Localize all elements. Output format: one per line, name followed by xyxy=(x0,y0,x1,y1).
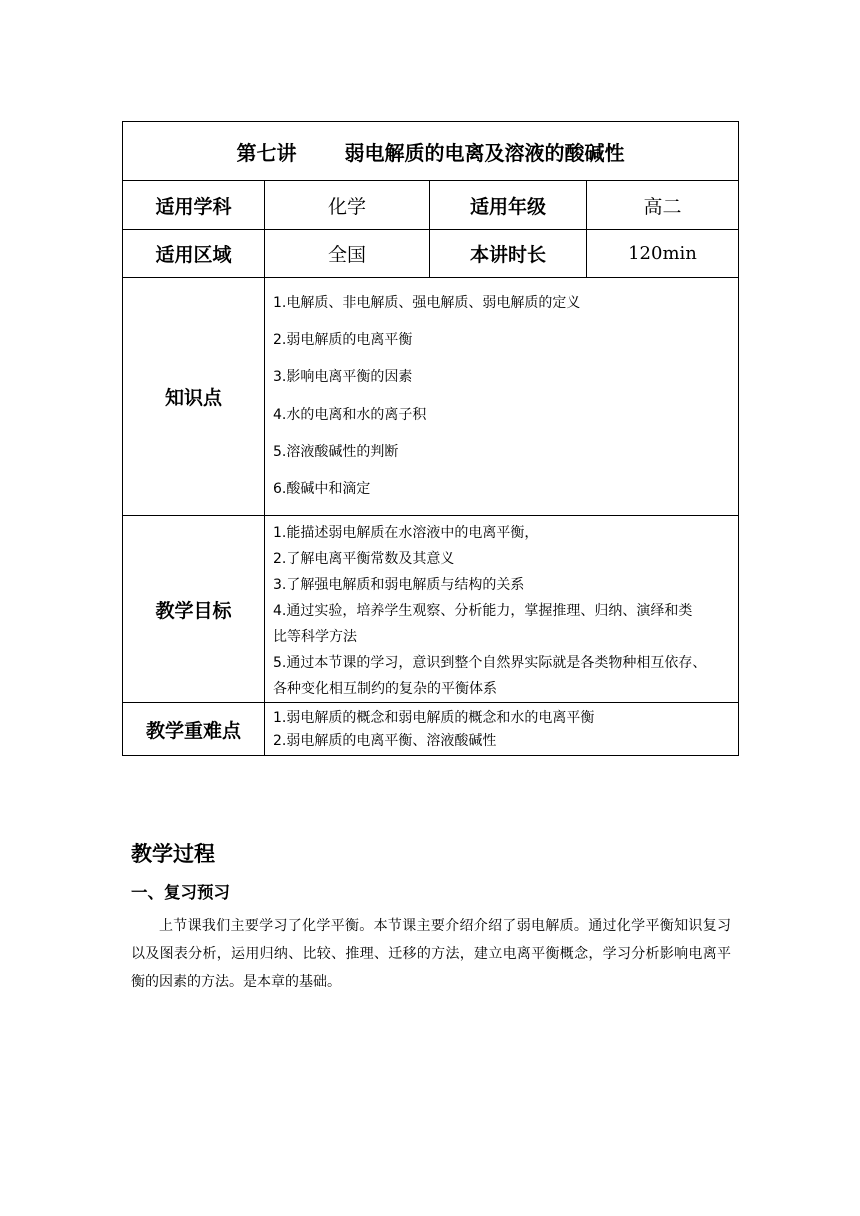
region-label: 适用区域 xyxy=(123,230,265,278)
lesson-title-cell xyxy=(123,122,739,181)
duration-value: 120min xyxy=(587,230,739,278)
region-value: 全国 xyxy=(265,230,430,278)
knowledge-item: 5.溶液酸碱性的判断 xyxy=(273,443,399,460)
process-title: 教学过程 xyxy=(131,842,215,866)
subject-value: 化学 xyxy=(265,181,430,230)
knowledge-cell xyxy=(265,278,739,516)
duration-label: 本讲时长 xyxy=(430,230,587,278)
grade-label: 适用年级 xyxy=(430,181,587,230)
goal-line: 比等科学方法 xyxy=(273,629,357,646)
difficulties-text xyxy=(265,703,738,755)
grade-value: 高二 xyxy=(587,181,739,230)
goal-line: 5.通过本节课的学习，意识到整个自然界实际就是各类物种相互依存、 xyxy=(273,655,707,672)
lesson-title: 弱电解质的电离及溶液的酸碱性 xyxy=(344,140,625,165)
goals-text xyxy=(265,516,738,702)
knowledge-item: 4.水的电离和水的离子积 xyxy=(273,406,427,423)
goal-line: 3.了解强电解质和弱电解质与结构的关系 xyxy=(273,577,525,594)
knowledge-item: 6.酸碱中和滴定 xyxy=(273,480,371,497)
knowledge-item: 1.电解质、非电解质、强电解质、弱电解质的定义 xyxy=(273,295,581,311)
goal-line: 4.通过实验，培养学生观察、分析能力，掌握推理、归纳、演绎和类 xyxy=(273,603,693,620)
knowledge-item: 2.弱电解质的电离平衡 xyxy=(273,332,413,349)
lesson-number: 第七讲 xyxy=(236,140,297,165)
lesson-info-table xyxy=(122,121,739,756)
knowledge-item: 3.影响电离平衡的因素 xyxy=(273,369,413,386)
difficulties-cell xyxy=(265,703,739,756)
review-paragraph: 上节课我们主要学习了化学平衡。本节课主要介绍介绍了弱电解质。通过化学平衡知识复习以及图表分析，运用归纳、比较、推理、迁移的方法，建立电离平衡概念，学习分析影响电离平衡的因素的方法。是本章的基础。 xyxy=(131,918,731,990)
difficulty-line: 2.弱电解质的电离平衡、溶液酸碱性 xyxy=(273,733,497,750)
difficulties-label: 教学重难点 xyxy=(123,703,265,756)
subject-label: 适用学科 xyxy=(123,181,265,230)
goals-label: 教学目标 xyxy=(123,516,265,703)
knowledge-list xyxy=(265,278,738,515)
difficulty-line: 1.弱电解质的概念和弱电解质的概念和水的电离平衡 xyxy=(273,710,595,727)
goal-line: 各种变化相互制约的复杂的平衡体系 xyxy=(273,681,497,698)
goal-line: 2.了解电离平衡常数及其意义 xyxy=(273,551,455,568)
goals-cell xyxy=(265,516,739,703)
knowledge-label: 知识点 xyxy=(123,278,265,516)
goal-line: 1.能描述弱电解质在水溶液中的电离平衡， xyxy=(273,525,539,542)
review-section-title: 一、复习预习 xyxy=(131,883,230,902)
